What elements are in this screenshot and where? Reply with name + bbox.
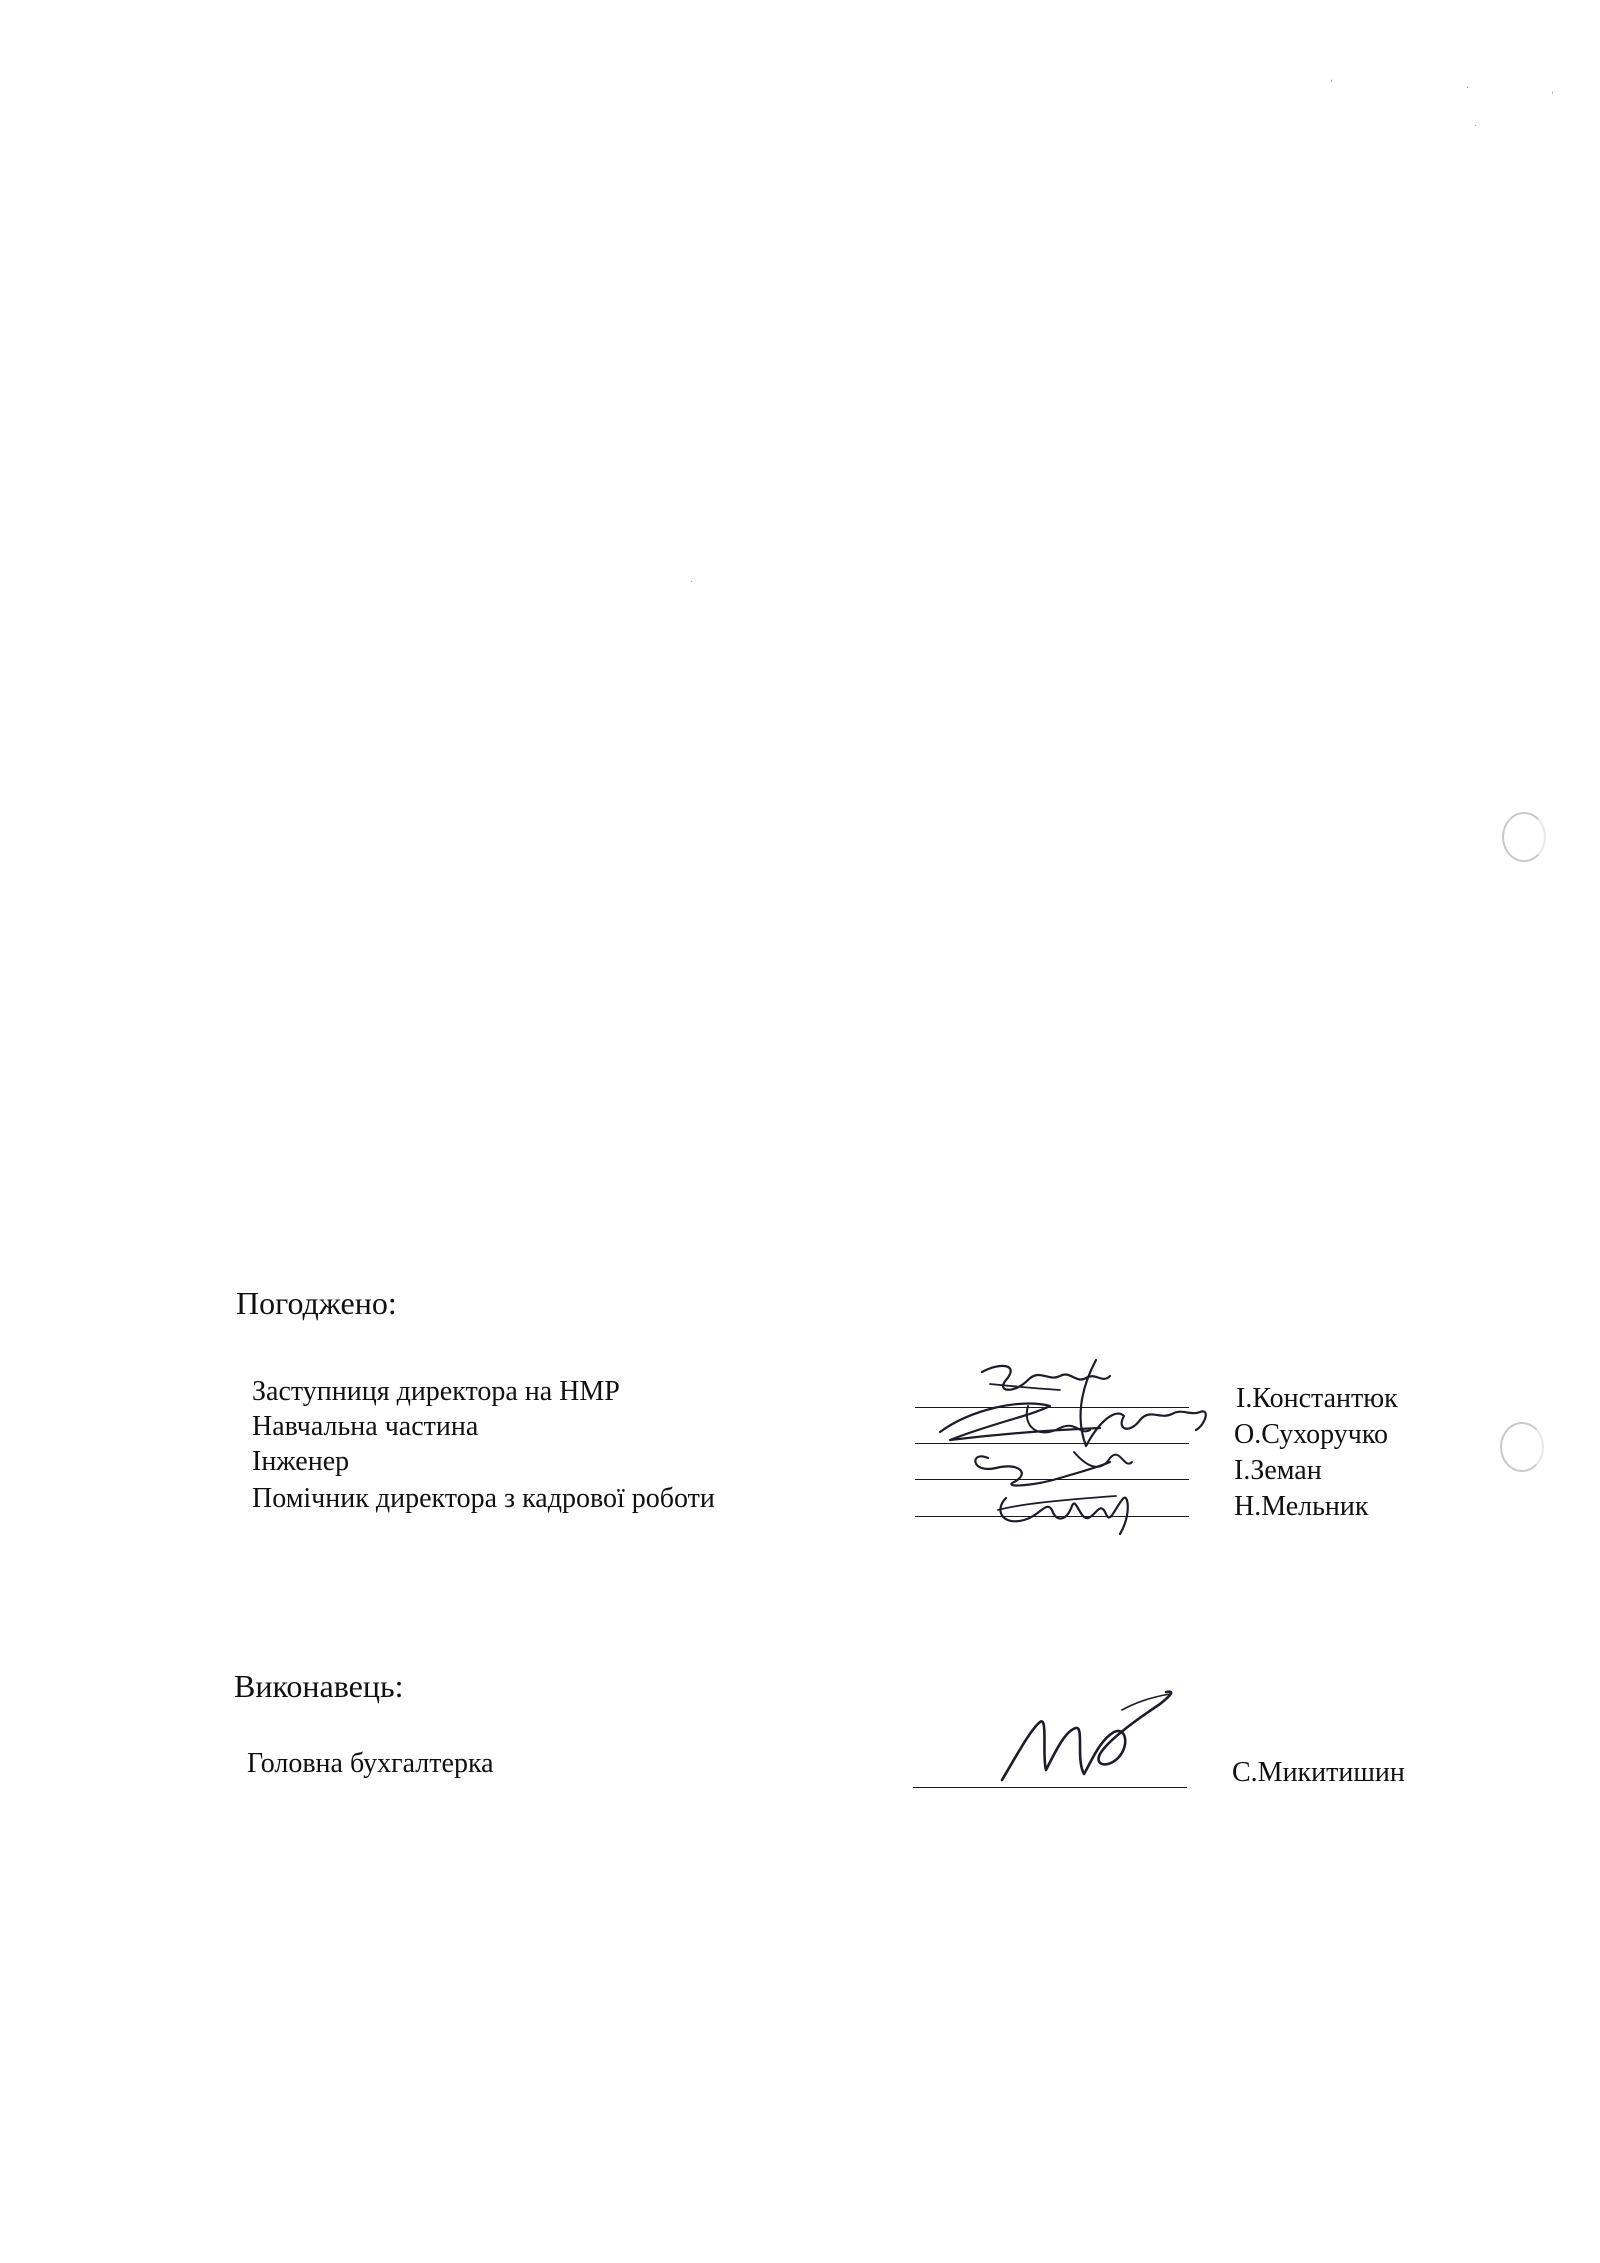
scan-speck: ʼ (1330, 79, 1334, 90)
handwritten-signature (910, 1350, 1240, 1540)
punch-hole-icon (1502, 812, 1546, 862)
scan-speck: · (690, 577, 694, 588)
approval-role: Помічник директора з кадрової роботи (252, 1483, 715, 1514)
executor-role: Головна бухгалтерка (247, 1748, 494, 1779)
approval-role: Заступниця директора на НМР (252, 1376, 620, 1407)
executor-name: С.Микитишин (1232, 1757, 1405, 1788)
punch-hole-icon (1500, 1422, 1544, 1472)
approval-heading: Погоджено: (236, 1285, 397, 1321)
scan-speck: ˈ (1551, 91, 1554, 102)
approval-name: О.Сухоручко (1234, 1419, 1389, 1450)
handwritten-signature (990, 1670, 1210, 1800)
approval-role: Інженер (252, 1446, 350, 1477)
executor-heading: Виконавець: (234, 1668, 404, 1704)
scan-speck: · (1474, 121, 1478, 132)
approval-role: Навчальна частина (252, 1411, 479, 1442)
approval-name: І.Константюк (1236, 1383, 1398, 1414)
approval-name: І.Земан (1234, 1455, 1322, 1486)
scan-speck: · (1466, 83, 1470, 94)
approval-name: Н.Мельник (1234, 1491, 1369, 1522)
